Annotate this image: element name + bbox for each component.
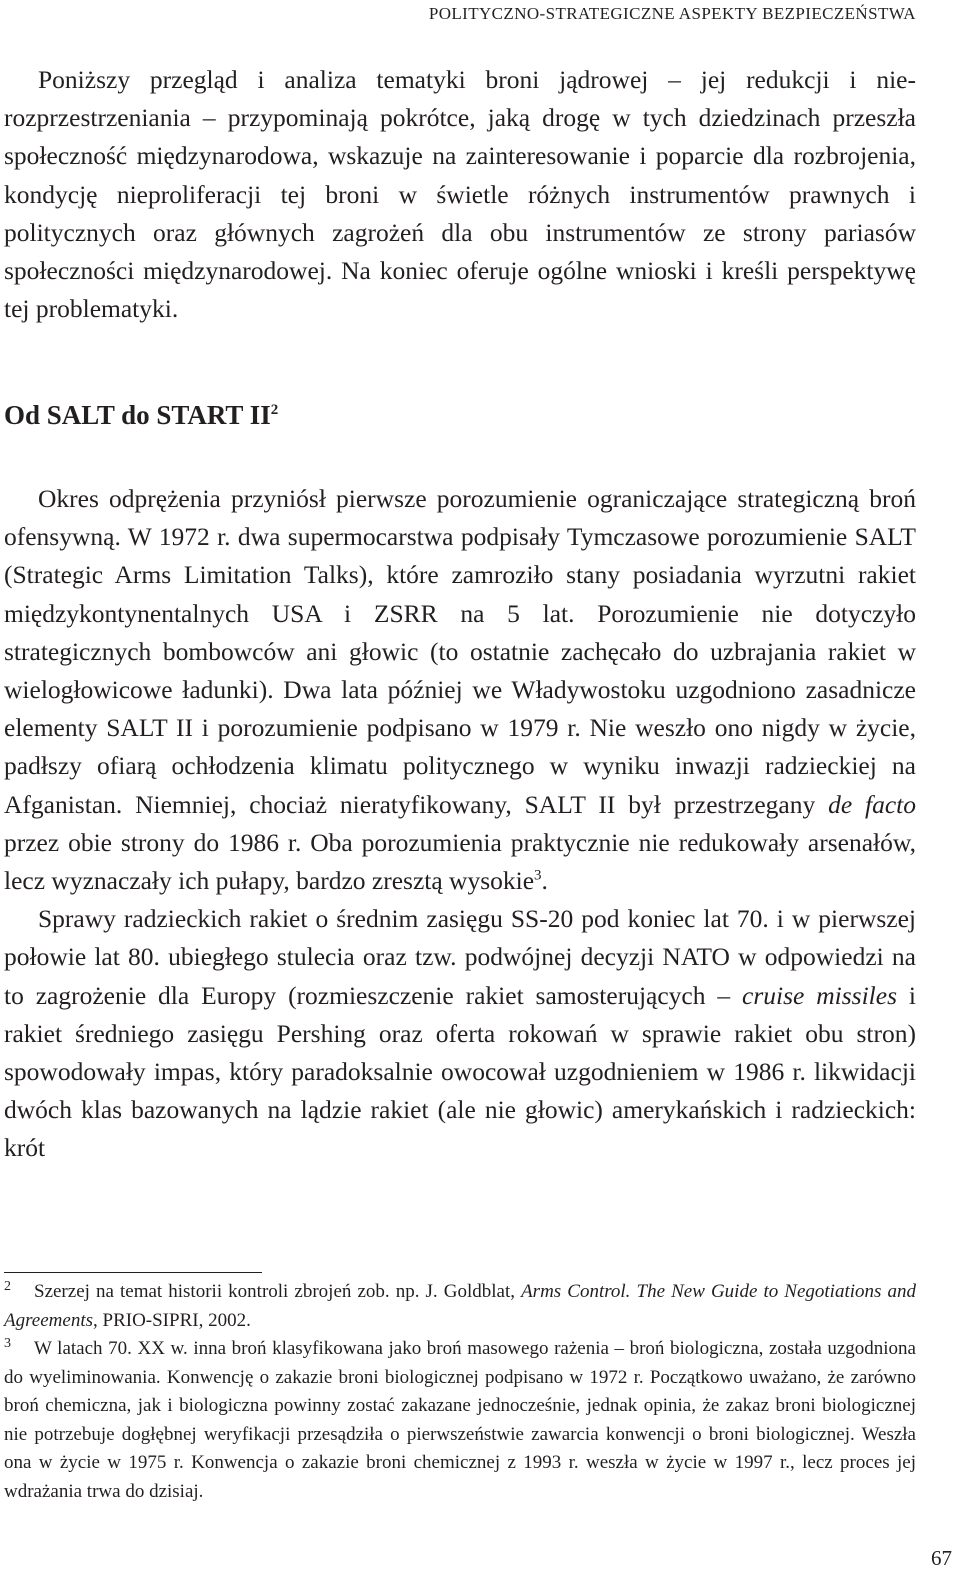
footnote-divider: [4, 1272, 262, 1273]
paragraph-salt-text-1: Okres odprężenia przyniósł pierwsze porozumienie ograniczające strategiczną broń ofensywną. W 1972 r. dwa supermocarstwa podpisały Tymczasowe porozumienie SALT (Strategic Arms Limitation Talks), które zamroziło stany posiadania wyrzutni rakiet międzykontynentalnych USA i ZSRR na 5 lat. Porozumienie nie dotyczyło strategicznych bombowców ani głowic (to ostatnie zachęcało do uzbrajania rakiet w wielogłowicowe ładunki). Dwa lata później we Władywostoku uzgodniono zasadnicze elementy SALT II i porozumienie podpisano w 1979 r. Nie weszło ono nigdy w życie, padłszy ofiarą ochłodzenia klimatu politycznego w wyniku inwazji radzieckiej na Afganistan. Niemniej, chociaż nieratyfikowany, SALT II był przestrzegany: [4, 484, 916, 819]
footnote-3: 3 W latach 70. XX w. inna broń klasyfikowana jako broń masowego rażenia – broń biologiczna, została uzgodniona do wyeliminowania. Konwencję o zakazie broni biologicznej podpisano w 1972 r. Początkowo uważano, że zarówno broń chemiczna, jak i biologiczna powinny zostać zakazane jednocześnie, jednak opinia, że zakaz broni biologicznej nie potrzebuje dogłębnej weryfikacji przesądziła o pierwszeństwie zawarcia konwencji o broni biologicznej. Weszła ona w życie w 1975 r. Konwencja o zakazie broni chemicznej z 1993 r. weszła w życie w 1997 r., lecz proces jej wdrażania trwa do dzisiaj.: [4, 1335, 916, 1502]
footnote-2-text-2: , PRIO-SIPRI, 2002.: [93, 1309, 251, 1331]
footnote-2-text-1: Szerzej na temat historii kontroli zbrojeń zob. np. J. Goldblat,: [34, 1281, 522, 1302]
intro-paragraph: Poniższy przegląd i analiza tematyki broni jądrowej – jej redukcji i nierozprzestrzeniania – przypominają pokrótce, jaką drogę w tych dziedzinach przeszła społeczność międzynarodowa, wskazuje na zainteresowanie i poparcie dla rozbrojenia, kondycję nieproliferacji tej broni w świetle różnych instrumentów prawnych i politycznych oraz głównych zagrożeń dla obu instrumentów ze strony pariasów społeczności międzynarodowej. Na koniec oferuje ogólne wnioski i kreśli perspektywę tej problematyki.: [4, 65, 916, 324]
footnote-2-italic: Arms Control. The New Guide to Negotiations and Agreements: [4, 1281, 916, 1331]
paragraph-salt-italic: de facto: [828, 789, 916, 819]
running-header: POLITYCZNO-STRATEGICZNE ASPEKTY BEZPIECZEŃSTWA: [428, 4, 916, 23]
paragraph-salt-text-3: .: [541, 866, 548, 896]
paragraph-ss20-italic: cruise missiles: [742, 980, 898, 1010]
paragraph-salt: [4, 480, 916, 900]
section-body: [4, 480, 916, 1168]
footnote-ref-3[interactable]: 3: [534, 867, 542, 884]
intro-section: [4, 61, 916, 328]
paragraph-ss20-text-1: Sprawy radzieckich rakiet o średnim zasięgu SS-20 pod koniec lat 70. i w pierwszej połowie lat 80. ubiegłego stulecia oraz tzw. podwójnej decyzji NATO w odpowiedzi na to zagrożenie dla Europy (rozmieszczenie rakiet samosterujących –: [4, 904, 916, 1010]
section-heading-text: Od SALT do START II: [4, 400, 271, 430]
page-number: 67: [931, 1546, 952, 1570]
section-heading: [4, 400, 278, 431]
footnote-3-text: W latach 70. XX w. inna broń klasyfikowana jako broń masowego rażenia – broń biologiczna, została uzgodniona do wyeliminowania. Konwencję o zakazie broni biologicznej podpisano w 1972 r. Początkowo uważano, że zarówno broń chemiczna, jak i biologiczna powinny zostać zakazane jednocześnie, jednak opinia, że zakaz broni biologicznej nie potrzebuje dogłębnej weryfikacji przesądziła o pierwszeństwie zawarcia konwencji o broni biologicznej. Weszła ona w życie w 1975 r. Konwencja o zakazie broni chemicznej z 1993 r. weszła w życie w 1997 r., lecz proces jej wdrażania trwa do dzisiaj.: [4, 1338, 916, 1502]
footnote-ref-2[interactable]: 2: [270, 402, 279, 418]
footnotes: [4, 1278, 916, 1506]
paragraph-salt-text-2: przez obie strony do 1986 r. Oba porozumienia praktycznie nie redukowały arsenałów, lecz wyznaczały ich pułapy, bardzo zresztą wysokie: [4, 827, 916, 896]
paragraph-ss20-text-2: i rakiet średniego zasięgu Pershing oraz oferta rokowań w sprawie rakiet obu stron) spowodowały impas, który paradoksalnie owocował uzgodnieniem w 1986 r. likwidacji dwóch klas bazowanych na lądzie rakiet (ale nie głowic) amerykańskich i radzieckich: krót: [4, 980, 916, 1163]
paragraph-ss20: [4, 900, 916, 1167]
footnote-2: 2 Szerzej na temat historii kontroli zbrojeń zob. np. J. Goldblat, Arms Control. The New Guide to Negotiations and Agreements, PRIO-SIPRI, 2002.: [4, 1278, 916, 1331]
